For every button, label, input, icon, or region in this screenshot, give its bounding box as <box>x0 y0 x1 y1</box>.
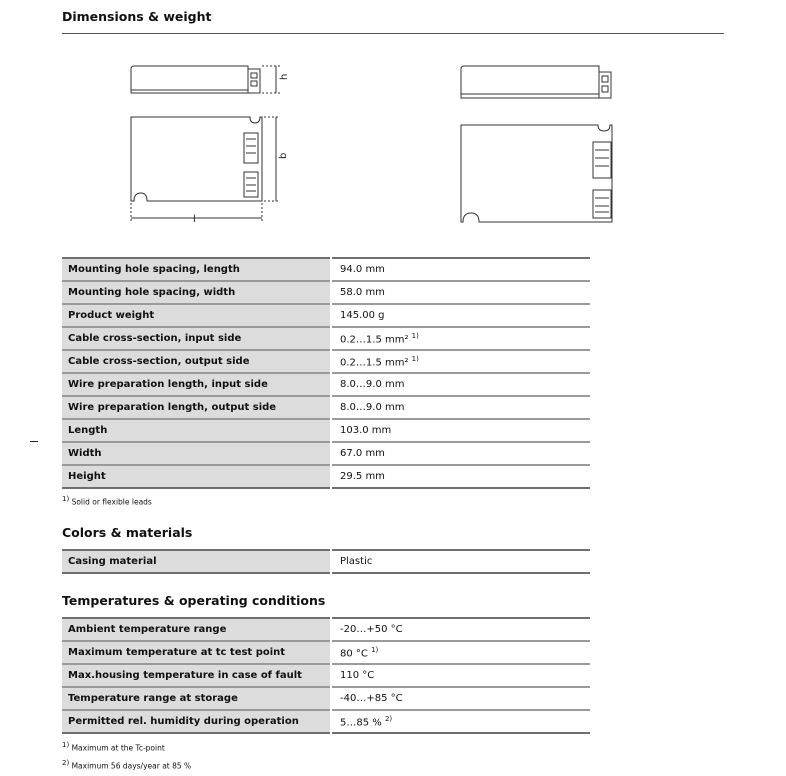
section-title-dimensions: Dimensions & weight <box>62 9 212 24</box>
table-row <box>62 618 590 641</box>
top-view-dimensioned <box>131 117 280 222</box>
row-value <box>331 442 590 465</box>
row-value <box>331 281 590 304</box>
value-text: 8.0…9.0 mm <box>340 402 405 413</box>
table-row <box>62 327 590 350</box>
row-label: Wire preparation length, input side <box>62 373 331 396</box>
row-value <box>331 373 590 396</box>
table-row <box>62 687 590 710</box>
value-text: 94.0 mm <box>340 264 385 275</box>
row-value <box>331 327 590 350</box>
row-value <box>331 550 590 573</box>
side-view-dimensioned <box>131 66 280 93</box>
footnote-mark: 1) <box>371 645 379 654</box>
row-value <box>331 664 590 687</box>
row-value <box>331 350 590 373</box>
row-value <box>331 465 590 488</box>
product-drawings <box>0 0 786 240</box>
table-row <box>62 442 590 465</box>
table-row <box>62 350 590 373</box>
footnote-mark: 2) <box>384 714 393 723</box>
row-label: Casing material <box>62 550 331 573</box>
row-value <box>331 396 590 419</box>
value-text: 145.00 g <box>340 310 385 321</box>
row-label: Permitted rel. humidity during operation <box>62 710 331 733</box>
row-label: Ambient temperature range <box>62 618 331 641</box>
row-label: Maximum temperature at tc test point <box>62 641 331 664</box>
value-text: 5…85 % <box>340 717 382 729</box>
row-value <box>331 258 590 281</box>
dim-label-b: b <box>278 152 289 159</box>
footnote-mark: 1) <box>411 331 419 340</box>
table-row <box>62 710 590 733</box>
row-value <box>331 618 590 641</box>
table-row <box>62 258 590 281</box>
dim-label-l: l <box>193 214 196 225</box>
table-row <box>62 281 590 304</box>
value-text: 8.0…9.0 mm <box>340 379 405 390</box>
value-text: 29.5 mm <box>340 471 385 482</box>
row-value <box>331 710 590 733</box>
row-label: Width <box>62 442 331 465</box>
value-text: 103.0 mm <box>340 425 392 436</box>
value-text: -20…+50 °C <box>340 624 403 635</box>
footnote-mark: 1) <box>411 354 419 363</box>
table-row <box>62 641 590 664</box>
row-label: Cable cross-section, output side <box>62 350 331 373</box>
table-row <box>62 419 590 442</box>
table-row <box>62 304 590 327</box>
section-title-temperatures: Temperatures & operating conditions <box>62 593 326 608</box>
dimensions-table <box>62 257 590 489</box>
row-label: Mounting hole spacing, width <box>62 281 331 304</box>
value-text: 67.0 mm <box>340 448 385 459</box>
row-value <box>331 687 590 710</box>
value-text: 58.0 mm <box>340 287 385 298</box>
value-text: Plastic <box>340 556 373 567</box>
value-text: 0.2…1.5 mm² <box>340 334 409 346</box>
table-row <box>62 550 590 573</box>
value-text: 0.2…1.5 mm² <box>340 357 409 369</box>
row-label: Length <box>62 419 331 442</box>
row-label: Height <box>62 465 331 488</box>
footnote: $^{2)}$ Maximum 56 days/year at 85 % <box>62 759 192 771</box>
row-value <box>331 641 590 664</box>
row-label: Temperature range at storage <box>62 687 331 710</box>
footnote: $^{1)}$ Maximum at the Tc-point <box>62 741 165 753</box>
value-text: 80 °C <box>340 648 368 660</box>
top-view <box>461 125 612 222</box>
row-label: Wire preparation length, output side <box>62 396 331 419</box>
value-text: -40…+85 °C <box>340 693 403 704</box>
side-view <box>461 66 611 98</box>
row-label: Max.housing temperature in case of fault <box>62 664 331 687</box>
table-row <box>62 664 590 687</box>
row-value <box>331 419 590 442</box>
table-row <box>62 373 590 396</box>
margin-mark <box>30 441 38 442</box>
temperatures-table <box>62 617 590 734</box>
row-label: Product weight <box>62 304 331 327</box>
dim-label-h: h <box>279 73 290 80</box>
row-value <box>331 304 590 327</box>
colors-table <box>62 549 590 574</box>
row-label: Mounting hole spacing, length <box>62 258 331 281</box>
footnote: $^{1)}$ Solid or flexible leads <box>62 495 152 507</box>
table-row <box>62 465 590 488</box>
value-text: 110 °C <box>340 670 375 681</box>
section-title-colors: Colors & materials <box>62 525 193 540</box>
table-row <box>62 396 590 419</box>
row-label: Cable cross-section, input side <box>62 327 331 350</box>
